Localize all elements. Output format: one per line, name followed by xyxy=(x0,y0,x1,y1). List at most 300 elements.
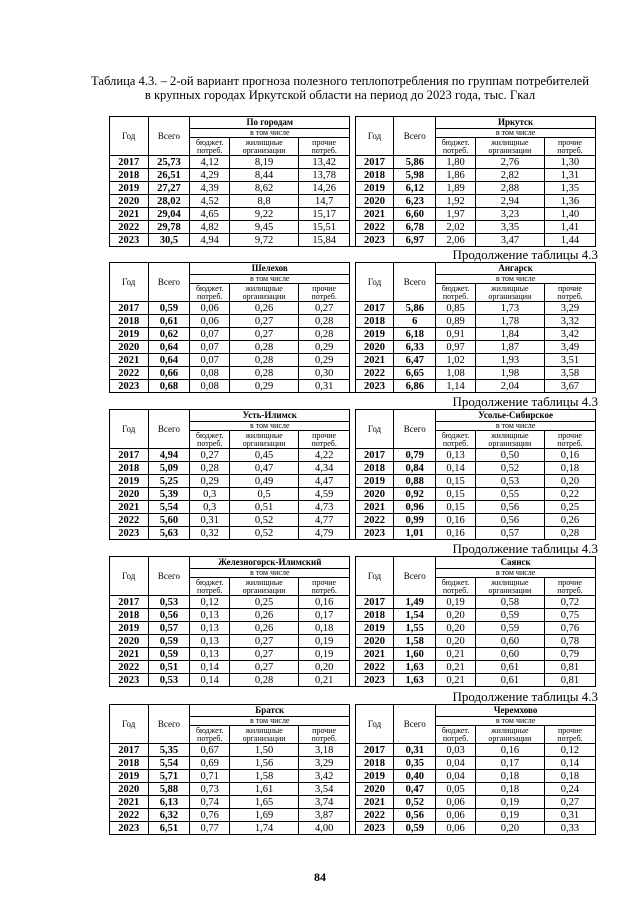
budget-header-line: потреб. xyxy=(197,733,223,743)
other-cell: 0,29 xyxy=(299,341,350,354)
city-name: Ангарск xyxy=(436,263,596,275)
total-header: Всего xyxy=(394,117,436,156)
total-cell: 29,04 xyxy=(148,208,190,221)
year-cell: 2018 xyxy=(355,315,394,328)
header-row-city xyxy=(110,117,596,129)
year-cell: 2019 xyxy=(110,328,149,341)
housing-cell: 0,18 xyxy=(475,783,544,796)
forecast-table-4 xyxy=(109,556,596,687)
other-cell: 0,25 xyxy=(544,501,595,514)
housing-cell: 0,61 xyxy=(475,674,544,687)
housing-cell: 0,55 xyxy=(475,488,544,501)
housing-cell: 8,62 xyxy=(230,182,299,195)
budget-cell: 0,08 xyxy=(190,367,230,380)
total-cell: 5,71 xyxy=(148,770,190,783)
budget-header xyxy=(436,431,476,449)
total-cell: 0,59 xyxy=(394,822,436,835)
total-header: Всего xyxy=(148,557,190,596)
city-name: Железногорск-Илимский xyxy=(190,557,350,569)
other-cell: 3,32 xyxy=(544,315,595,328)
other-header xyxy=(544,138,595,156)
housing-cell: 0,52 xyxy=(230,514,299,527)
total-cell: 0,31 xyxy=(394,744,436,757)
budget-header xyxy=(436,726,476,744)
total-cell: 6,13 xyxy=(148,796,190,809)
other-cell: 1,35 xyxy=(544,182,595,195)
budget-cell: 0,3 xyxy=(190,501,230,514)
budget-cell: 0,89 xyxy=(436,315,476,328)
housing-cell: 1,84 xyxy=(475,328,544,341)
other-cell: 0,12 xyxy=(544,744,595,757)
other-header-line: потреб. xyxy=(311,585,337,595)
budget-header-line: бюджет. xyxy=(195,283,224,293)
continuation-label: Продолжение таблицы 4.3 xyxy=(452,247,598,262)
table-row xyxy=(110,796,596,809)
budget-header xyxy=(436,138,476,156)
year-cell: 2021 xyxy=(110,354,149,367)
total-cell: 4,94 xyxy=(148,449,190,462)
total-cell: 0,88 xyxy=(394,475,436,488)
budget-header xyxy=(436,578,476,596)
housing-cell: 0,19 xyxy=(475,796,544,809)
housing-cell: 1,93 xyxy=(475,354,544,367)
total-cell: 1,49 xyxy=(394,596,436,609)
year-cell: 2019 xyxy=(355,182,394,195)
other-cell: 4,77 xyxy=(299,514,350,527)
other-cell: 0,30 xyxy=(299,367,350,380)
budget-cell: 0,14 xyxy=(190,674,230,687)
table-row xyxy=(110,354,596,367)
total-cell: 6,12 xyxy=(394,182,436,195)
budget-cell: 0,77 xyxy=(190,822,230,835)
housing-cell: 0,56 xyxy=(475,514,544,527)
budget-cell: 0,73 xyxy=(190,783,230,796)
city-name: Саянск xyxy=(436,557,596,569)
budget-header-line: потреб. xyxy=(442,733,469,743)
year-cell: 2017 xyxy=(355,744,394,757)
budget-cell: 0,14 xyxy=(190,661,230,674)
table-row xyxy=(110,770,596,783)
other-header xyxy=(299,726,350,744)
housing-header xyxy=(475,284,544,302)
total-cell: 5,98 xyxy=(394,169,436,182)
total-cell: 0,59 xyxy=(148,648,190,661)
budget-header-line: бюджет. xyxy=(195,137,224,147)
housing-header xyxy=(475,431,544,449)
other-header-line: потреб. xyxy=(311,291,337,301)
other-header-line: прочие xyxy=(558,137,582,147)
other-cell: 0,20 xyxy=(544,475,595,488)
housing-cell: 8,8 xyxy=(230,195,299,208)
year-cell: 2023 xyxy=(355,674,394,687)
other-cell: 1,31 xyxy=(544,169,595,182)
city-name: Черемхово xyxy=(436,705,596,717)
total-cell: 6 xyxy=(394,315,436,328)
housing-header-line: организации xyxy=(242,291,286,301)
other-cell: 4,79 xyxy=(299,527,350,540)
year-header: Год xyxy=(110,117,149,156)
total-cell: 6,47 xyxy=(394,354,436,367)
budget-cell: 0,06 xyxy=(190,302,230,315)
budget-header-line: бюджет. xyxy=(441,283,470,293)
housing-cell: 1,58 xyxy=(230,770,299,783)
budget-cell: 0,06 xyxy=(190,315,230,328)
housing-cell: 0,59 xyxy=(475,622,544,635)
budget-cell: 1,92 xyxy=(436,195,476,208)
year-cell: 2017 xyxy=(355,156,394,169)
table-row xyxy=(110,380,596,393)
total-cell: 0,51 xyxy=(148,661,190,674)
other-cell: 0,20 xyxy=(299,661,350,674)
budget-cell: 0,21 xyxy=(436,674,476,687)
table-row xyxy=(110,609,596,622)
housing-cell: 0,60 xyxy=(475,635,544,648)
year-cell: 2019 xyxy=(110,182,149,195)
housing-cell: 0,27 xyxy=(230,328,299,341)
other-cell: 4,59 xyxy=(299,488,350,501)
forecast-table-1 xyxy=(109,116,596,247)
budget-cell: 0,20 xyxy=(436,622,476,635)
total-header: Всего xyxy=(394,705,436,744)
housing-cell: 3,23 xyxy=(475,208,544,221)
year-cell: 2022 xyxy=(110,221,149,234)
budget-header-line: бюджет. xyxy=(441,725,470,735)
total-header: Всего xyxy=(148,410,190,449)
other-cell: 0,79 xyxy=(544,648,595,661)
including-header: в том числе xyxy=(190,275,350,284)
other-header-line: прочие xyxy=(312,430,337,440)
other-cell: 3,51 xyxy=(544,354,595,367)
table-row xyxy=(110,822,596,835)
total-cell: 29,78 xyxy=(148,221,190,234)
total-header: Всего xyxy=(394,410,436,449)
total-cell: 1,54 xyxy=(394,609,436,622)
housing-cell: 1,73 xyxy=(475,302,544,315)
other-cell: 0,21 xyxy=(299,674,350,687)
housing-cell: 2,76 xyxy=(475,156,544,169)
housing-cell: 8,44 xyxy=(230,169,299,182)
housing-header xyxy=(230,284,299,302)
housing-cell: 1,56 xyxy=(230,757,299,770)
other-header-line: прочие xyxy=(312,577,337,587)
year-cell: 2023 xyxy=(110,380,149,393)
total-cell: 0,56 xyxy=(148,609,190,622)
year-cell: 2018 xyxy=(355,757,394,770)
budget-cell: 1,97 xyxy=(436,208,476,221)
forecast-table-2 xyxy=(109,262,596,393)
including-header: в том числе xyxy=(190,129,350,138)
other-cell: 4,34 xyxy=(299,462,350,475)
year-cell: 2023 xyxy=(355,380,394,393)
budget-header-line: потреб. xyxy=(442,291,469,301)
housing-header-line: организации xyxy=(242,145,286,155)
housing-header-line: организации xyxy=(242,733,286,743)
other-cell: 3,42 xyxy=(544,328,595,341)
budget-cell: 0,28 xyxy=(190,462,230,475)
budget-header-line: потреб. xyxy=(197,438,223,448)
housing-header-line: жилищные xyxy=(245,577,283,587)
budget-cell: 0,27 xyxy=(190,449,230,462)
other-cell: 3,42 xyxy=(299,770,350,783)
housing-header xyxy=(230,138,299,156)
year-cell: 2020 xyxy=(110,195,149,208)
other-cell: 0,29 xyxy=(299,354,350,367)
housing-cell: 0,52 xyxy=(230,527,299,540)
budget-cell: 0,12 xyxy=(190,596,230,609)
budget-cell: 0,15 xyxy=(436,501,476,514)
housing-header-line: жилищные xyxy=(491,430,529,440)
total-cell: 5,35 xyxy=(148,744,190,757)
header-row-city xyxy=(110,410,596,422)
housing-header-line: жилищные xyxy=(245,725,283,735)
total-cell: 5,60 xyxy=(148,514,190,527)
table-row xyxy=(110,156,596,169)
housing-cell: 0,5 xyxy=(230,488,299,501)
housing-cell: 1,61 xyxy=(230,783,299,796)
budget-cell: 0,13 xyxy=(190,609,230,622)
year-cell: 2017 xyxy=(110,156,149,169)
total-cell: 0,62 xyxy=(148,328,190,341)
other-cell: 0,33 xyxy=(544,822,595,835)
housing-header-line: организации xyxy=(488,733,532,743)
table-row xyxy=(110,648,596,661)
total-header: Всего xyxy=(148,263,190,302)
year-cell: 2023 xyxy=(110,527,149,540)
budget-cell: 0,07 xyxy=(190,341,230,354)
other-cell: 0,17 xyxy=(299,609,350,622)
housing-header xyxy=(475,138,544,156)
housing-cell: 0,56 xyxy=(475,501,544,514)
other-cell: 0,31 xyxy=(299,380,350,393)
year-cell: 2018 xyxy=(110,609,149,622)
budget-header xyxy=(190,726,230,744)
title-line-1: Таблица 4.3. – 2-ой вариант прогноза полезного теплопотребления по группам потребителей xyxy=(90,74,590,88)
budget-header-line: потреб. xyxy=(197,585,223,595)
budget-cell: 0,21 xyxy=(436,648,476,661)
budget-cell: 0,13 xyxy=(190,648,230,661)
continuation-label: Продолжение таблицы 4.3 xyxy=(452,689,598,704)
housing-header-line: организации xyxy=(488,145,532,155)
other-cell: 0,28 xyxy=(299,315,350,328)
total-cell: 1,60 xyxy=(394,648,436,661)
budget-cell: 0,05 xyxy=(436,783,476,796)
year-cell: 2019 xyxy=(355,475,394,488)
year-cell: 2022 xyxy=(110,367,149,380)
other-cell: 0,78 xyxy=(544,635,595,648)
budget-cell: 0,16 xyxy=(436,514,476,527)
table-row xyxy=(110,208,596,221)
housing-cell: 0,26 xyxy=(230,609,299,622)
budget-header-line: потреб. xyxy=(197,291,223,301)
housing-cell: 2,94 xyxy=(475,195,544,208)
table-row xyxy=(110,195,596,208)
table-row xyxy=(110,341,596,354)
total-cell: 0,92 xyxy=(394,488,436,501)
total-cell: 6,78 xyxy=(394,221,436,234)
year-cell: 2020 xyxy=(110,635,149,648)
housing-cell: 0,61 xyxy=(475,661,544,674)
total-cell: 30,5 xyxy=(148,234,190,247)
table-row xyxy=(110,488,596,501)
year-header: Год xyxy=(355,117,394,156)
year-cell: 2020 xyxy=(110,783,149,796)
total-cell: 5,86 xyxy=(394,302,436,315)
other-cell: 0,28 xyxy=(544,527,595,540)
other-cell: 0,24 xyxy=(544,783,595,796)
continuation-label: Продолжение таблицы 4.3 xyxy=(452,394,598,409)
other-header-line: прочие xyxy=(312,137,337,147)
total-cell: 0,40 xyxy=(394,770,436,783)
other-cell: 0,18 xyxy=(299,622,350,635)
budget-cell: 0,29 xyxy=(190,475,230,488)
year-cell: 2023 xyxy=(355,234,394,247)
total-header: Всего xyxy=(394,263,436,302)
total-cell: 25,73 xyxy=(148,156,190,169)
budget-cell: 0,3 xyxy=(190,488,230,501)
budget-cell: 0,20 xyxy=(436,635,476,648)
budget-header-line: бюджет. xyxy=(195,725,224,735)
other-cell: 3,49 xyxy=(544,341,595,354)
year-cell: 2020 xyxy=(355,783,394,796)
total-cell: 0,59 xyxy=(148,302,190,315)
housing-header-line: жилищные xyxy=(245,137,283,147)
year-cell: 2020 xyxy=(355,341,394,354)
city-name: По городам xyxy=(190,117,350,129)
year-cell: 2021 xyxy=(110,208,149,221)
total-cell: 0,47 xyxy=(394,783,436,796)
table-row xyxy=(110,757,596,770)
budget-cell: 4,39 xyxy=(190,182,230,195)
year-cell: 2023 xyxy=(110,234,149,247)
city-name: Шелехов xyxy=(190,263,350,275)
total-cell: 5,88 xyxy=(148,783,190,796)
budget-header-line: бюджет. xyxy=(195,577,224,587)
other-cell: 14,26 xyxy=(299,182,350,195)
total-cell: 6,32 xyxy=(148,809,190,822)
housing-cell: 0,27 xyxy=(230,635,299,648)
budget-cell: 2,06 xyxy=(436,234,476,247)
other-cell: 0,19 xyxy=(299,635,350,648)
year-cell: 2022 xyxy=(355,514,394,527)
other-cell: 0,72 xyxy=(544,596,595,609)
housing-cell: 0,19 xyxy=(475,809,544,822)
year-cell: 2018 xyxy=(355,169,394,182)
other-cell: 3,29 xyxy=(544,302,595,315)
year-header: Год xyxy=(110,410,149,449)
total-cell: 0,64 xyxy=(148,341,190,354)
budget-header xyxy=(436,284,476,302)
year-cell: 2021 xyxy=(355,208,394,221)
housing-cell: 0,28 xyxy=(230,341,299,354)
total-cell: 0,79 xyxy=(394,449,436,462)
budget-cell: 0,14 xyxy=(436,462,476,475)
city-name: Иркутск xyxy=(436,117,596,129)
total-cell: 0,66 xyxy=(148,367,190,380)
year-cell: 2022 xyxy=(355,367,394,380)
other-header-line: потреб. xyxy=(311,145,337,155)
budget-cell: 1,89 xyxy=(436,182,476,195)
other-cell: 0,22 xyxy=(544,488,595,501)
budget-header-line: потреб. xyxy=(442,585,469,595)
total-cell: 1,55 xyxy=(394,622,436,635)
year-cell: 2017 xyxy=(110,744,149,757)
including-header: в том числе xyxy=(190,422,350,431)
other-cell: 15,84 xyxy=(299,234,350,247)
other-header-line: потреб. xyxy=(311,438,337,448)
year-cell: 2021 xyxy=(355,354,394,367)
table-row xyxy=(110,744,596,757)
budget-cell: 0,15 xyxy=(436,475,476,488)
housing-cell: 3,35 xyxy=(475,221,544,234)
total-cell: 0,56 xyxy=(394,809,436,822)
year-cell: 2017 xyxy=(110,302,149,315)
housing-header xyxy=(475,726,544,744)
budget-header-line: бюджет. xyxy=(441,137,470,147)
page-number: 84 xyxy=(314,870,326,884)
budget-header-line: потреб. xyxy=(197,145,223,155)
total-cell: 0,64 xyxy=(148,354,190,367)
forecast-table-3 xyxy=(109,409,596,540)
year-header: Год xyxy=(110,705,149,744)
other-header-line: прочие xyxy=(312,283,337,293)
other-header-line: потреб. xyxy=(557,291,583,301)
total-cell: 5,63 xyxy=(148,527,190,540)
budget-cell: 0,13 xyxy=(190,622,230,635)
other-cell: 0,75 xyxy=(544,609,595,622)
continuation-label: Продолжение таблицы 4.3 xyxy=(452,541,598,556)
housing-cell: 0,27 xyxy=(230,661,299,674)
housing-cell: 9,22 xyxy=(230,208,299,221)
other-cell: 15,17 xyxy=(299,208,350,221)
housing-cell: 0,26 xyxy=(230,302,299,315)
housing-cell: 0,45 xyxy=(230,449,299,462)
other-cell: 4,22 xyxy=(299,449,350,462)
total-cell: 1,58 xyxy=(394,635,436,648)
year-cell: 2019 xyxy=(110,622,149,635)
table-row xyxy=(110,596,596,609)
housing-cell: 0,18 xyxy=(475,770,544,783)
other-header-line: потреб. xyxy=(557,733,583,743)
other-cell: 0,76 xyxy=(544,622,595,635)
budget-cell: 1,02 xyxy=(436,354,476,367)
year-cell: 2021 xyxy=(110,648,149,661)
total-cell: 5,09 xyxy=(148,462,190,475)
total-cell: 0,68 xyxy=(148,380,190,393)
table-row xyxy=(110,221,596,234)
year-cell: 2017 xyxy=(110,449,149,462)
budget-cell: 0,06 xyxy=(436,809,476,822)
budget-cell: 0,07 xyxy=(190,328,230,341)
total-cell: 26,51 xyxy=(148,169,190,182)
including-header: в том числе xyxy=(436,569,596,578)
budget-cell: 0,85 xyxy=(436,302,476,315)
housing-cell: 1,69 xyxy=(230,809,299,822)
other-cell: 0,16 xyxy=(544,449,595,462)
table-row xyxy=(110,783,596,796)
budget-cell: 0,31 xyxy=(190,514,230,527)
table-row xyxy=(110,449,596,462)
other-cell: 0,19 xyxy=(299,648,350,661)
budget-cell: 4,52 xyxy=(190,195,230,208)
budget-cell: 1,14 xyxy=(436,380,476,393)
year-cell: 2022 xyxy=(110,661,149,674)
total-cell: 6,23 xyxy=(394,195,436,208)
other-header xyxy=(544,726,595,744)
table-row xyxy=(110,674,596,687)
total-cell: 0,35 xyxy=(394,757,436,770)
other-cell: 0,26 xyxy=(544,514,595,527)
other-cell: 0,16 xyxy=(299,596,350,609)
